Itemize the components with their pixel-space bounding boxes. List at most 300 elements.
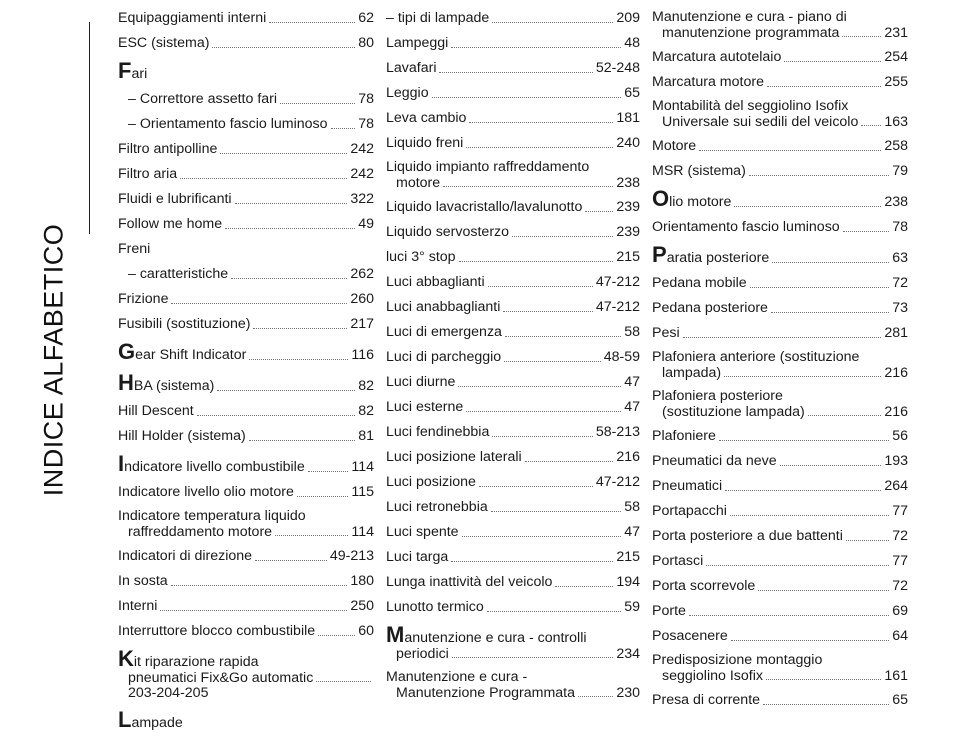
page-number: 48: [624, 35, 640, 51]
index-entry: [386, 424, 640, 441]
dot-leader: [683, 336, 882, 338]
index-entry: [652, 219, 908, 236]
page-number: 77: [892, 553, 908, 569]
entry-name: – Correttore assetto fari: [128, 91, 278, 107]
entry-continuation: [652, 365, 908, 381]
dot-leader: [808, 414, 882, 416]
entry-name: seggiolino Isofix: [662, 668, 763, 684]
page-number: 215: [616, 549, 640, 565]
index-entry: [118, 241, 374, 258]
entry-name: Lunotto termico: [386, 599, 484, 615]
entry-name: Luci abbaglianti: [386, 274, 485, 290]
dot-leader: [462, 535, 622, 537]
page-number: 250: [350, 598, 374, 614]
index-entry: [118, 509, 374, 540]
entry-name: Hill Holder (sistema): [118, 428, 246, 444]
dot-leader: [784, 60, 881, 62]
section-letter: F: [118, 60, 132, 83]
index-entry: [652, 138, 908, 155]
dot-leader: [725, 489, 881, 491]
entry-name: Kit riparazione rapida: [118, 646, 259, 671]
page-number: 69: [892, 603, 908, 619]
dot-leader: [487, 610, 621, 612]
index-entry: [652, 628, 908, 645]
page-number: 58-213: [595, 424, 640, 440]
dot-leader: [275, 534, 348, 536]
dot-leader: [861, 124, 881, 126]
section-letter: P: [652, 244, 667, 267]
entry-name: Luci spente: [386, 524, 459, 540]
page-number: 60: [358, 623, 374, 639]
page-number: 73: [892, 300, 908, 316]
page-number: 56: [892, 428, 908, 444]
entry-name: Fluidi e lubrificanti: [118, 191, 232, 207]
index-entry: [386, 399, 640, 416]
index-entry: [652, 300, 908, 317]
page-number: 82: [358, 403, 374, 419]
dot-leader: [843, 230, 890, 232]
page-number: 114: [351, 524, 374, 540]
page-number: 239: [616, 224, 640, 240]
index-entry: [386, 599, 640, 616]
index-entry: [118, 35, 374, 52]
dot-leader: [689, 614, 889, 616]
entry-name: Filtro aria: [118, 166, 178, 182]
entry-name: Filtro antipolline: [118, 141, 218, 157]
entry-name: periodici: [396, 646, 449, 662]
entry-name: In sosta: [118, 573, 168, 589]
page-number: 63: [892, 250, 908, 266]
index-entry: [652, 163, 908, 180]
dot-leader: [491, 510, 621, 512]
section-letter: I: [118, 453, 125, 476]
entry-name: ESC (sistema): [118, 35, 210, 51]
entry-name: Presa di corrente: [652, 692, 761, 708]
entry-name: Posacenere: [652, 628, 728, 644]
entry-continuation: [652, 668, 908, 684]
dot-leader: [225, 227, 355, 229]
index-entry: [386, 524, 640, 541]
dot-leader: [432, 96, 622, 98]
dot-leader: [212, 46, 355, 48]
index-entry: [118, 316, 374, 333]
page-number: 58: [624, 499, 640, 515]
page-number: 47: [624, 524, 640, 540]
dot-leader: [171, 584, 348, 586]
entry-name: Luci posizione laterali: [386, 449, 522, 465]
page-number: 47-212: [595, 274, 640, 290]
index-entry: [652, 603, 908, 620]
page-number: 78: [358, 91, 374, 107]
page-number: 72: [892, 528, 908, 544]
letter-heading-entry: [118, 648, 374, 701]
dot-leader: [451, 560, 613, 562]
entry-continuation: [652, 25, 908, 41]
dot-leader: [231, 277, 347, 279]
index-entry: [386, 224, 640, 241]
index-entry: [652, 503, 908, 520]
page-number: 47: [624, 374, 640, 390]
page-number: 163: [884, 114, 908, 130]
section-letter: O: [652, 188, 670, 211]
dot-leader: [767, 85, 881, 87]
dot-leader: [492, 435, 592, 437]
dot-leader: [235, 202, 348, 204]
index-entry: [118, 191, 374, 208]
entry-name: Luci di emergenza: [386, 324, 502, 340]
page-number: 59: [624, 599, 640, 615]
page-number: 322: [350, 191, 374, 207]
entry-name: manutenzione programmata: [662, 25, 840, 41]
index-entry: [386, 10, 640, 27]
entry-name: Paratia posteriore: [652, 244, 770, 267]
entry-name: Manutenzione e cura -: [386, 669, 528, 685]
index-entry: [386, 249, 640, 266]
dot-leader: [763, 703, 889, 705]
dot-leader: [758, 589, 889, 591]
index-entry: [386, 549, 640, 566]
entry-name: Luci diurne: [386, 374, 456, 390]
index-entry: [118, 216, 374, 233]
dot-leader: [719, 439, 889, 441]
letter-heading-entry: [118, 372, 374, 395]
letter-heading-entry: [118, 341, 374, 364]
index-entry: [386, 35, 640, 52]
index-entry: [118, 91, 374, 108]
page-number: 193: [884, 453, 908, 469]
index-entry: [118, 573, 374, 590]
dot-leader: [160, 609, 347, 611]
dot-leader: [505, 335, 621, 337]
dot-leader: [731, 639, 890, 641]
dot-leader: [331, 127, 356, 129]
index-entry: [118, 623, 374, 640]
page-number: 264: [884, 478, 908, 494]
page-number: 239: [616, 199, 640, 215]
page-number: 238: [884, 194, 908, 210]
dot-leader: [217, 389, 355, 391]
dot-leader: [706, 564, 889, 566]
entry-name: luci 3° stop: [386, 249, 456, 265]
index-entry: [118, 428, 374, 445]
index-entry: [652, 350, 908, 381]
entry-continuation: [386, 646, 640, 662]
entry-name: Liquido servosterzo: [386, 224, 510, 240]
entry-name: Lampeggi: [386, 35, 449, 51]
page-number: 77: [892, 503, 908, 519]
dot-leader: [439, 71, 592, 73]
index-entry: [118, 291, 374, 308]
entry-name: Manutenzione e cura - piano di: [652, 9, 847, 25]
index-entry: [386, 499, 640, 516]
entry-name: MSR (sistema): [652, 163, 746, 179]
page-number: 49-213: [329, 548, 374, 564]
entry-name: Fari: [118, 60, 148, 83]
index-entry: [118, 166, 374, 183]
dot-leader: [469, 121, 613, 123]
index-entry: [652, 478, 908, 495]
index-entry: [652, 325, 908, 342]
page-number: 262: [350, 266, 374, 282]
page-number: 72: [892, 578, 908, 594]
entry-name: Lunga inattività del veicolo: [386, 574, 553, 590]
entry-continuation: [386, 175, 640, 191]
page-number: 64: [892, 628, 908, 644]
page-number: 79: [892, 163, 908, 179]
dot-leader: [458, 385, 621, 387]
entry-name: Liquido impianto raffreddamento: [386, 159, 590, 175]
entry-name: Frizione: [118, 291, 169, 307]
section-title: INDICE ALFABETICO: [38, 223, 69, 497]
entry-name: Marcatura autotelaio: [652, 49, 782, 65]
entry-continuation: [652, 404, 908, 420]
index-entry: [652, 74, 908, 91]
index-entry: [386, 274, 640, 291]
page-number: 49: [358, 216, 374, 232]
dot-leader: [249, 439, 356, 441]
page-number: 242: [350, 166, 374, 182]
index-column-2: [386, 10, 640, 709]
dot-leader: [555, 585, 613, 587]
entry-name: – tipi di lampade: [386, 10, 490, 26]
page-number: 216: [884, 404, 908, 420]
page-number: 114: [351, 459, 374, 475]
page-number: 255: [884, 74, 908, 90]
entry-name: Luci anabbaglianti: [386, 299, 501, 315]
dot-leader: [269, 21, 355, 23]
letter-heading-entry: [118, 709, 374, 732]
entry-name: Pesi: [652, 325, 680, 341]
entry-name: Porte: [652, 603, 686, 619]
section-letter: H: [118, 372, 134, 395]
page-number: 216: [616, 449, 640, 465]
entry-name: Porta scorrevole: [652, 578, 756, 594]
dot-leader: [578, 695, 613, 697]
letter-heading-entry: [652, 188, 908, 211]
index-entry: [652, 553, 908, 570]
page-number: 58: [624, 324, 640, 340]
entry-name: Plafoniera posteriore: [652, 388, 783, 404]
dot-leader: [316, 680, 371, 682]
dot-leader: [699, 149, 881, 151]
entry-name: raffreddamento motore: [128, 524, 273, 540]
index-entry: [386, 110, 640, 127]
entry-name: Portapacchi: [652, 503, 727, 519]
index-entry: [652, 389, 908, 420]
dot-leader: [503, 310, 592, 312]
entry-name: – Orientamento fascio luminoso: [128, 116, 328, 132]
page-number: 231: [884, 25, 908, 41]
entry-name: Luci fendinebbia: [386, 424, 490, 440]
page-number: 215: [616, 249, 640, 265]
entry-name: Gear Shift Indicator: [118, 341, 247, 364]
entry-name: Pedana mobile: [652, 275, 747, 291]
page-number: 281: [884, 325, 908, 341]
entry-name: Lavafari: [386, 60, 437, 76]
index-entry: [386, 574, 640, 591]
dot-leader: [197, 414, 356, 416]
entry-name: Freni: [118, 241, 151, 257]
entry-continuation: [386, 685, 640, 701]
dot-leader: [585, 210, 613, 212]
entry-name: Manutenzione Programmata: [396, 685, 576, 701]
dot-leader: [512, 235, 613, 237]
entry-name: – caratteristiche: [128, 266, 229, 282]
entry-name: Lampade: [118, 709, 183, 732]
entry-name: Fusibili (sostituzione): [118, 316, 251, 332]
index-entry: [652, 275, 908, 292]
index-entry: [118, 116, 374, 133]
entry-name: Equipaggiamenti interni: [118, 10, 267, 26]
page-number: 65: [624, 85, 640, 101]
index-entry: [386, 374, 640, 391]
index-entry: [386, 60, 640, 77]
index-entry: [652, 99, 908, 130]
dot-leader: [459, 260, 614, 262]
entry-name: Portasci: [652, 553, 704, 569]
dot-leader: [180, 177, 347, 179]
dot-leader: [466, 146, 613, 148]
dot-leader: [488, 285, 593, 287]
index-entry: [652, 653, 908, 684]
page-number: 116: [351, 347, 374, 363]
entry-name: motore: [396, 175, 441, 191]
section-letter: L: [118, 709, 132, 732]
page-number: 234: [616, 646, 640, 662]
index-entry: [386, 324, 640, 341]
entry-name: Pneumatici da neve: [652, 453, 777, 469]
entry-name: Indicatori di direzione: [118, 548, 253, 564]
page-number: 217: [350, 316, 374, 332]
dot-leader: [451, 46, 621, 48]
index-entry: [386, 474, 640, 491]
index-entry: [652, 528, 908, 545]
page-number: 47-212: [595, 474, 640, 490]
section-letter: K: [118, 646, 134, 671]
index-entry: [118, 484, 374, 501]
entry-name: Plafoniera anteriore (sostituzione: [652, 349, 860, 365]
letter-heading-entry: [118, 453, 374, 476]
entry-name: Montabilità del seggiolino Isofix: [652, 98, 849, 114]
entry-name: Indicatore temperatura liquido: [118, 508, 306, 524]
index-entry: [118, 141, 374, 158]
entry-continuation: [118, 670, 374, 686]
dot-leader: [249, 358, 348, 360]
dot-leader: [846, 539, 889, 541]
dot-leader: [749, 174, 889, 176]
index-entry: [118, 403, 374, 420]
dot-leader: [525, 460, 614, 462]
entry-name: lampada): [662, 365, 722, 381]
index-entry: [386, 135, 640, 152]
entry-name: Marcatura motore: [652, 74, 764, 90]
dot-leader: [255, 559, 327, 561]
index-entry: [386, 199, 640, 216]
dot-leader: [780, 464, 882, 466]
dot-leader: [724, 375, 881, 377]
dot-leader: [220, 152, 347, 154]
page-number: 81: [358, 428, 374, 444]
entry-name: HBA (sistema): [118, 372, 215, 395]
entry-name: Luci retronebbia: [386, 499, 488, 515]
index-entry: [118, 598, 374, 615]
index-entry: [118, 548, 374, 565]
index-entry: [386, 85, 640, 102]
entry-name: Luci targa: [386, 549, 449, 565]
page-number: 62: [358, 10, 374, 26]
entry-name: Pneumatici: [652, 478, 723, 494]
dot-leader: [842, 35, 881, 37]
dot-leader: [466, 410, 621, 412]
entry-name: Luci esterne: [386, 399, 464, 415]
entry-name: Luci di parcheggio: [386, 349, 502, 365]
entry-name: (sostituzione lampada): [662, 404, 805, 420]
page-number: 216: [884, 365, 908, 381]
entry-name: Predisposizione montaggio: [652, 652, 823, 668]
entry-name: Plafoniere: [652, 428, 716, 444]
dot-leader: [771, 311, 889, 313]
entry-continuation: [118, 524, 374, 540]
dot-leader: [280, 102, 355, 104]
page-number: 82: [358, 378, 374, 394]
page-number: 161: [884, 668, 908, 684]
page-number: 238: [616, 175, 640, 191]
page-number: 260: [350, 291, 374, 307]
index-entry: [652, 428, 908, 445]
entry-continuation: [652, 114, 908, 130]
page-number: 115: [351, 484, 374, 500]
dot-leader: [772, 261, 889, 263]
entry-name: Interni: [118, 598, 158, 614]
dot-leader: [750, 286, 890, 288]
entry-name: Porta posteriore a due battenti: [652, 528, 843, 544]
page-number: 48-59: [603, 349, 640, 365]
entry-name: Indicatore livello olio motore: [118, 484, 294, 500]
entry-name: Manutenzione e cura - controlli: [386, 622, 587, 647]
letter-heading-entry: [118, 60, 374, 83]
entry-name: Indicatore livello combustibile: [118, 453, 305, 476]
entry-name: Leva cambio: [386, 110, 467, 126]
page-number: 203-204-205: [128, 685, 209, 701]
entry-name: Leggio: [386, 85, 429, 101]
entry-name: Liquido lavacristallo/lavalunotto: [386, 199, 583, 215]
dot-leader: [171, 302, 347, 304]
dot-leader: [730, 514, 889, 516]
page-number: 258: [884, 138, 908, 154]
entry-name: Interruttore blocco combustibile: [118, 623, 316, 639]
page-number: 47: [624, 399, 640, 415]
index-entry: [118, 266, 374, 283]
page-number: 47-212: [595, 299, 640, 315]
section-letter: M: [386, 622, 405, 647]
index-entry: [652, 10, 908, 41]
page-number: 209: [616, 10, 640, 26]
entry-name: Motore: [652, 138, 697, 154]
dot-leader: [734, 205, 881, 207]
index-entry: [652, 49, 908, 66]
page-number: 78: [892, 219, 908, 235]
index-column-3: [652, 10, 908, 717]
index-entry: [652, 453, 908, 470]
dot-leader: [297, 495, 349, 497]
index-column-1: [118, 10, 374, 740]
index-entry: [386, 299, 640, 316]
dot-leader: [308, 470, 349, 472]
sidebar: [0, 0, 92, 686]
letter-heading-entry: [386, 624, 640, 662]
page-number: 65: [892, 692, 908, 708]
page-number: 78: [358, 116, 374, 132]
